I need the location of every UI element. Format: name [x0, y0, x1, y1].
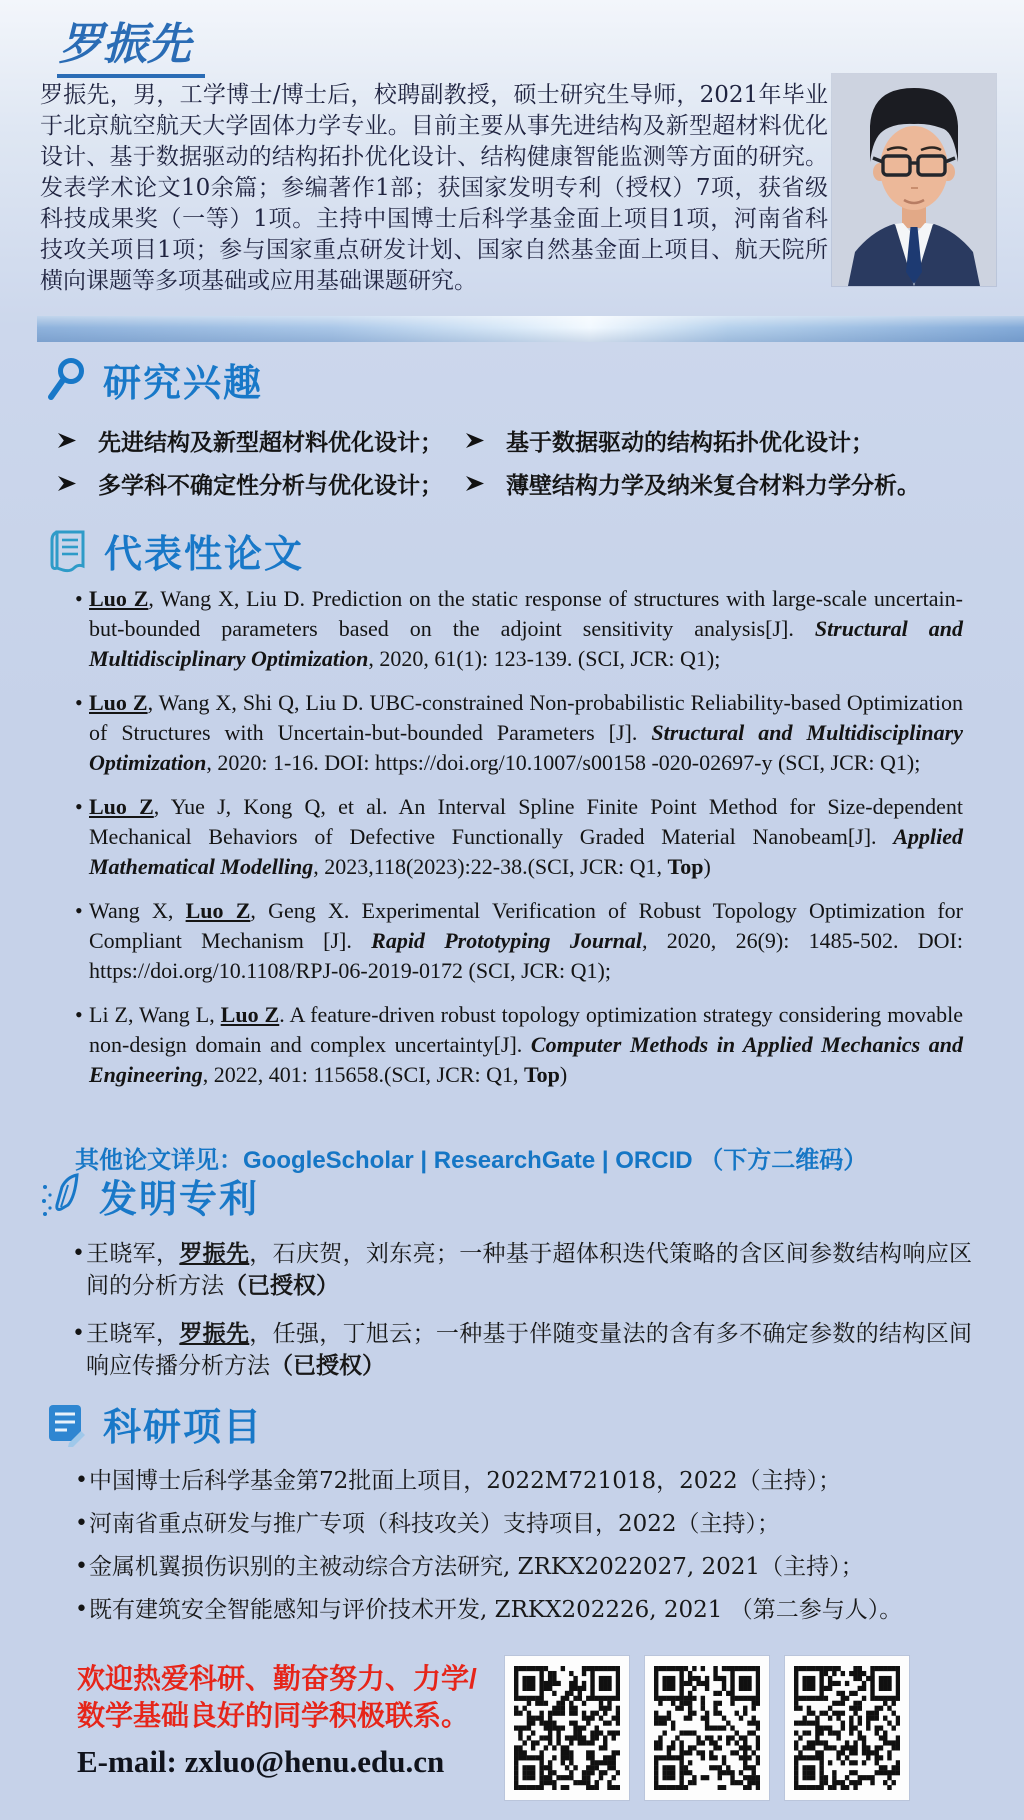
section-title-papers: 代表性论文 — [104, 534, 305, 576]
project-text: 既有建筑安全智能感知与评价技术开发, ZRKX202226, 2021 （第二参与人）。 — [89, 1597, 903, 1623]
pen-nib-icon — [37, 1171, 83, 1221]
qr-code-1 — [505, 1656, 629, 1800]
dot-bullet: • — [75, 586, 83, 611]
project-item — [75, 1552, 975, 1582]
paper-citation — [75, 1000, 963, 1090]
interest-item — [57, 471, 465, 500]
section-header-papers — [48, 523, 304, 578]
page-title: 罗振先 — [57, 8, 205, 78]
patents-list — [72, 1238, 972, 1398]
paper-citation-text: Luo Z, Wang X, Liu D. Prediction on the static response of structures with large-scale uncertain-but-bounded parameters based on the adjoint sensitivity analysis[J]. Structural and Multidisciplinary Optimization, 2020, 61(1): 123-139. (SCI, JCR: Q1); — [89, 586, 963, 671]
paper-citation — [75, 688, 963, 778]
papers-list — [75, 584, 963, 1104]
projects-list — [75, 1466, 975, 1638]
portrait-photo — [832, 74, 996, 286]
interests-row — [57, 471, 987, 500]
bio-text: 罗振先，男，工学博士/博士后，校聘副教授，硕士研究生导师，2021年毕业于北京航空航天大学固体力学专业。目前主要从事先进结构及新型超材料优化设计、基于数据驱动的结构拓扑优化设计、结构健康智能监测等方面的研究。发表学术论文10余篇；参编著作1部；获国家发明专利（授权）7项，获省级科技成果奖（一等）1项。主持中国博士后科学基金面上项目1项，河南省科技攻关项目1项；参与国家重点研发计划、国家自然基金面上项目、航天院所横向课题等多项基础或应用基础课题研究。 — [40, 82, 828, 294]
project-text: 中国博士后科学基金第72批面上项目，2022M721018，2022（主持）； — [89, 1468, 842, 1494]
paper-citation-text: Li Z, Wang L, Luo Z. A feature-driven robust topology optimization strategy considering movable non-design domain and complex uncertainty[J]. Computer Methods in Applied Mechanics and Engineering, 2022, 401: 115658.(SCI, JCR: Q1, Top) — [89, 1002, 963, 1087]
patent-text: 王晓军，罗振先，石庆贺，刘东亮；一种基于超体积迭代策略的含区间参数结构响应区间的分析方法（已授权） — [86, 1240, 973, 1299]
link-orcid[interactable]: ORCID — [615, 1147, 693, 1174]
qr-code-2 — [645, 1656, 769, 1800]
paper-citation-text: Luo Z, Yue J, Kong Q, et al. An Interval Spline Finite Point Method for Size-dependent Mechanical Behaviors of Defective Functionally Graded Material Nanobeam[J]. Applied Mathematical Modelling, 2023,118(2023):22-38.(SCI, JCR: Q1, Top) — [89, 794, 963, 879]
section-title-patents: 发明专利 — [99, 1179, 260, 1221]
interest-label: 多学科不确定性分析与优化设计； — [98, 472, 443, 499]
qr-code-row — [505, 1656, 909, 1800]
patent-text: 王晓军，罗振先，任强，丁旭云；一种基于伴随变量法的含有多不确定参数的结构区间响应传播分析方法（已授权） — [86, 1320, 973, 1379]
journal-icon — [48, 528, 88, 574]
paper-citation — [75, 792, 963, 882]
paper-citation-text: Luo Z, Wang X, Shi Q, Liu D. UBC-constrained Non-probabilistic Reliability-based Optimization of Structures with Uncertain-but-bounded Parameters [J]. Structural and Multidisciplinary Optimization, 2020: 1-16. DOI: https://doi.org/10.1007/s00158 -020-02697-y (SCI, JCR: Q1); — [89, 690, 963, 775]
dot-bullet: • — [72, 1321, 85, 1346]
section-header-patents — [37, 1168, 259, 1223]
dot-bullet: • — [75, 794, 83, 819]
dot-bullet: • — [75, 1511, 88, 1536]
email-text: E-mail: zxluo@henu.edu.cn — [77, 1744, 445, 1779]
project-text: 河南省重点研发与推广专项（科技攻关）支持项目，2022（主持）； — [89, 1511, 781, 1537]
interest-label: 薄壁结构力学及纳米复合材料力学分析。 — [506, 472, 920, 499]
memo-icon — [45, 1401, 87, 1447]
qr-code-3 — [785, 1656, 909, 1800]
interest-item — [465, 471, 920, 500]
recruit-line-1: 欢迎热爱科研、勤奋努力、力学/ — [77, 1663, 477, 1694]
interest-label: 基于数据驱动的结构拓扑优化设计； — [506, 429, 874, 456]
dot-bullet: • — [75, 1468, 88, 1493]
dot-bullet: • — [75, 898, 83, 923]
arrow-bullet-icon — [465, 432, 486, 454]
magnifier-icon — [45, 357, 87, 403]
paper-citation — [75, 584, 963, 674]
section-header-interests — [45, 352, 263, 407]
arrow-bullet-icon — [57, 475, 78, 497]
patent-item — [72, 1318, 972, 1382]
more-papers-prefix: 其他论文详见： — [75, 1147, 243, 1174]
arrow-bullet-icon — [57, 432, 78, 454]
project-item — [75, 1595, 975, 1625]
section-title-interests: 研究兴趣 — [103, 363, 264, 405]
more-papers-suffix: （下方二维码） — [699, 1147, 868, 1174]
dot-bullet: • — [75, 1597, 88, 1622]
divider-bar — [37, 316, 1024, 342]
project-item — [75, 1466, 975, 1496]
dot-bullet: • — [72, 1241, 85, 1266]
interests-row — [57, 428, 987, 457]
dot-bullet: • — [75, 1002, 83, 1027]
link-separator: | — [413, 1147, 434, 1174]
interest-item — [465, 428, 874, 457]
link-separator: | — [595, 1147, 616, 1174]
link-researchgate[interactable]: ResearchGate — [433, 1147, 596, 1174]
paper-citation — [75, 896, 963, 986]
dot-bullet: • — [75, 1554, 88, 1579]
interests-list — [57, 428, 987, 514]
recruit-message — [77, 1660, 477, 1734]
recruit-line-2: 数学基础良好的同学积极联系。 — [77, 1700, 470, 1731]
section-title-projects: 科研项目 — [103, 1407, 264, 1449]
patent-item — [72, 1238, 972, 1302]
link-googlescholar[interactable]: GoogleScholar — [243, 1147, 414, 1174]
paper-citation-text: Wang X, Luo Z, Geng X. Experimental Verification of Robust Topology Optimization for Compliant Mechanism [J]. Rapid Prototyping Journal, 2020, 26(9): 1485-502. DOI: https://doi.org/10.1108/RPJ-06-2019-0172 (SCI, JCR: Q1); — [89, 898, 963, 983]
project-item — [75, 1509, 975, 1539]
dot-bullet: • — [75, 690, 83, 715]
interest-label: 先进结构及新型超材料优化设计； — [98, 429, 443, 456]
interest-item — [57, 428, 465, 457]
project-text: 金属机翼损伤识别的主被动综合方法研究, ZRKX2022027, 2021（主持）； — [89, 1554, 864, 1580]
arrow-bullet-icon — [465, 475, 486, 497]
portrait-illustration — [832, 74, 996, 286]
section-header-projects — [45, 1396, 263, 1451]
